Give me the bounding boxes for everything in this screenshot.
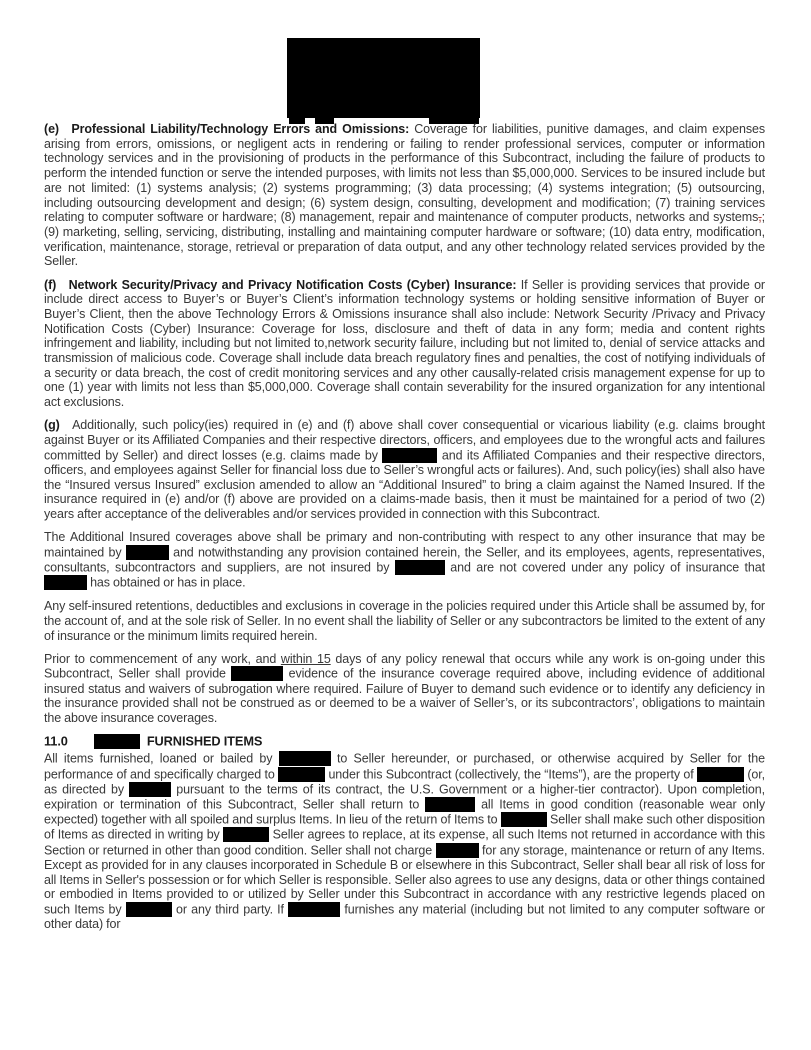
text-run: Additionally, such policy(ies) required in (e) and (f) above shall cover consequential or vicarious liability (e.g. claims brought against Buyer or its Affiliated Companies and their respective directors, officers, and employees due to the wrongful acts and failures committed by Seller) and direct losses (e.g. claims made by xyxy=(44,418,765,463)
redaction-box xyxy=(231,666,283,681)
text-run: evidence of the insurance coverage required above, including evidence of additional insured status and waivers of subrogation where required. Failure of Buyer to demand such evidence or to identify any deficiency in the insurance provided shall not be construed as or deemed to be a waiver of Seller’s, or its subcontractors’, obligations to maintain the above insurance coverages. xyxy=(44,666,765,726)
text-run: under this Subcontract (collectively, the “Items”), are the property of xyxy=(325,767,697,782)
text-run: The Additional Insured coverages above shall be primary and non-contributing with respect to any other insurance that may be maintained by xyxy=(44,530,765,560)
paragraph-evidence-of-insurance xyxy=(44,652,765,726)
redaction-box xyxy=(223,827,269,842)
paragraph-f-cyber-insurance xyxy=(44,278,765,410)
top-redaction-block xyxy=(287,38,480,118)
heading-11-0-furnished-items xyxy=(44,734,765,749)
redaction-box xyxy=(382,448,437,463)
text-run: (or, as directed by xyxy=(44,767,766,797)
paragraph-self-insured-retentions xyxy=(44,599,765,643)
text-run: pursuant to the terms of its contract, the U.S. Government or a higher-tier contractor). Upon completion, expiration or termination of this Subcontract, Seller shall return to xyxy=(44,782,765,812)
text-run: furnishes any material (including but not limited to any computer software or other data) for xyxy=(44,902,765,932)
bold-run: FURNISHED ITEMS xyxy=(146,733,263,749)
text-run: and notwithstanding any provision contained herein, the Seller, and its employees, agents, representatives, consultants, subcontractors and suppliers, are not insured by xyxy=(44,545,765,575)
text-run: Seller shall make such other disposition of Items as directed in writing by xyxy=(44,812,765,842)
redaction-box xyxy=(126,902,172,917)
redaction-box xyxy=(279,751,331,766)
bold-run: (g) xyxy=(44,418,60,433)
text-run: and are not covered under any policy of insurance that xyxy=(444,560,765,575)
redaction-box xyxy=(94,734,140,749)
redaction-box xyxy=(126,545,169,560)
bold-run: 11.0 xyxy=(44,733,68,749)
paragraph-all-items-furnished xyxy=(44,751,765,931)
text-run: Seller agrees to replace, at its expense, all such Items not returned in accordance with this Section or returned in other than good condition. Seller shall not charge xyxy=(44,827,765,858)
text-run: If Seller is providing services that provide or include direct access to Buyer’s or Buyer’s Client’s information technology systems or holding sensitive information of Buyer or Buyer’s Client, then the above Technology Errors & Omissions insurance shall also include: Network Security /Privacy and Privacy Notification Costs (Cyber) Insurance: Coverage for loss, disclosure and theft of data in any form; media and content rights infringement and liability, including but not limited to,network security failure, including but not limited to, denial of service attacks and transmission of malicious code. Coverage shall include data breach regulatory fines and penalties, the cost of notifying individuals of a security or data breach, the cost of credit monitoring services and any other causally-related crisis management expense for up to one (1) year with limits not less than $5,000,000. Coverage shall contain severability for the insured organization for any intentional act exclusions. xyxy=(44,277,765,410)
text-run: and its Affiliated Companies and their respective directors, officers, and employees against Seller for financial loss due to Seller’s wrongful acts or failures). And, such policy(ies) shall also have the “Insured versus Insured” exclusion amended to allow an “Additional Insured” to bring a claim against the Named Insured. If the insurance required in (e) and/or (f) above are provided on a claims-made basis, then it must be maintained for a period of two (2) years after acceptance of the deliverables and/or services provided in connection with this Subcontract. xyxy=(44,448,765,522)
text-run: Prior to commencement of any work, and xyxy=(44,651,281,666)
text-run: has obtained or has in place. xyxy=(87,575,246,590)
redaction-box xyxy=(395,560,445,575)
redaction-box xyxy=(425,797,475,812)
redaction-box xyxy=(697,767,744,782)
text-run: days of any policy renewal that occurs while any work is on-going under this Subcontract, Seller shall provide xyxy=(44,651,765,681)
text-run: Any self-insured retentions, deductibles and exclusions in coverage in the policies required under this Article shall be assumed by, for the account of, and at the sole risk of Seller. In no event shall the liability of Seller or any subcontractors be limited to the extent of any of insurance or the minimum limits required herein. xyxy=(44,599,765,643)
paragraph-g-additional-policies xyxy=(44,418,765,521)
text-run: for any storage, maintenance or return of any Items. Except as provided for in any clauses incorporated in Schedule B or elsewhere in this Subcontract, Seller shall bear all risk of loss for all Items in Seller's possession or for which Seller is responsible. Seller also agrees to use any designs, data or other things contained or embodied in Items provided to or utilized by Seller under this Subcontract in accordance with any restrictive legends placed on such Items by xyxy=(44,843,765,917)
text-run: All items furnished, loaned or bailed by xyxy=(44,751,279,766)
text-run: or any third party. If xyxy=(171,902,289,917)
text-run: ; (9) marketing, selling, servicing, distributing, installing and maintaining computer hardware or software; (10) data entry, modification, verification, maintenance, storage, retrieval or preparation of data output, and any other technology related services provided by the Seller. xyxy=(44,210,765,269)
inserted-text-run: within 15 xyxy=(280,651,331,666)
bold-run: (e) Professional Liability/Technology Errors and Omissions: xyxy=(44,122,410,136)
redaction-box xyxy=(44,575,87,590)
text-run: to Seller hereunder, or purchased, or otherwise acquired by Seller for the performance of and specifically charged to xyxy=(44,751,765,782)
paragraph-e-professional-liability xyxy=(44,122,765,269)
redaction-box xyxy=(288,902,340,917)
redaction-box xyxy=(278,767,325,782)
document-content xyxy=(44,122,765,940)
redaction-box xyxy=(501,812,547,827)
redaction-box xyxy=(129,782,171,797)
text-run: Coverage for liabilities, punitive damages, and claim expenses arising from errors, omissions, or negligent acts in rendering or failing to render professional services, computer or information technology services and in the provisioning of products in the performance of this Subcontract, including the failure of products to perform the intended function or serve the intended purposes, with limits not less than $5,000,000. Services to be insured include but are not limited: (1) systems analysis; (2) systems programming; (3) data processing; (4) systems integration; (5) outsourcing, including outsourcing development and design; (6) system design, consulting, development and modification; (7) training services relating to computer software or hardware; (8) management, repair and maintenance of computer products, networks and systems xyxy=(44,122,765,225)
redaction-box xyxy=(436,843,479,858)
paragraph-additional-insured-coverages xyxy=(44,530,765,590)
deleted-text-run: , xyxy=(758,210,762,225)
bold-run: (f) Network Security/Privacy and Privacy Notification Costs (Cyber) Insurance: xyxy=(44,277,517,292)
text-run: all Items in good condition (reasonable wear only expected) together with all spoiled and surplus Items. In lieu of the return of Items to xyxy=(44,797,765,827)
